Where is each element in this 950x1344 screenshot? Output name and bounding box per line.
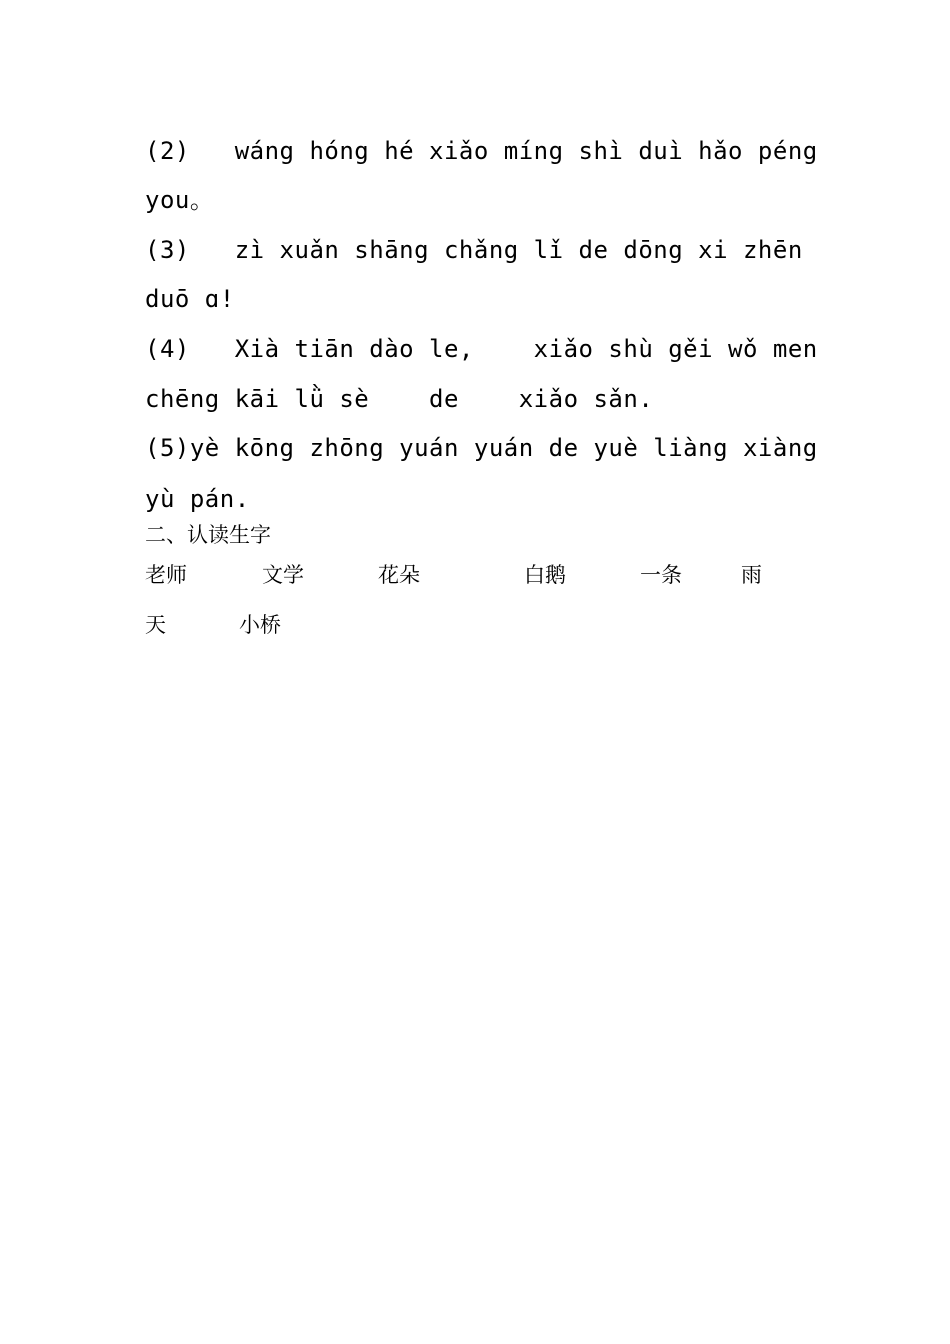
word-item: 雨 bbox=[741, 563, 762, 587]
word-item: 天 bbox=[145, 613, 166, 637]
pinyin-line-4b: chēng kāi lǜ sè de xiǎo sǎn. bbox=[145, 385, 654, 413]
pinyin-line-3b: duō ɑ! bbox=[145, 285, 235, 313]
pinyin-line-5a: (5)yè kōng zhōng yuán yuán de yuè liàng xiàng bbox=[145, 434, 818, 462]
pinyin-line-2b: you。 bbox=[145, 186, 215, 214]
word-item: 文学 bbox=[262, 563, 304, 587]
pinyin-line-4a: (4) Xià tiān dào le, xiǎo shù gěi wǒ men bbox=[145, 335, 818, 363]
word-item: 小桥 bbox=[239, 613, 281, 637]
word-item: 一条 bbox=[640, 563, 682, 587]
pinyin-line-2a: (2) wáng hóng hé xiǎo míng shì duì hǎo péng bbox=[145, 137, 818, 165]
word-item: 白鹅 bbox=[524, 563, 566, 587]
pinyin-line-5b: yù pán. bbox=[145, 485, 250, 513]
word-item: 花朵 bbox=[378, 563, 420, 587]
section-heading: 二、认读生字 bbox=[145, 523, 271, 547]
word-item: 老师 bbox=[145, 563, 187, 587]
pinyin-line-3a: (3) zì xuǎn shāng chǎng lǐ de dōng xi zhēn bbox=[145, 236, 803, 264]
